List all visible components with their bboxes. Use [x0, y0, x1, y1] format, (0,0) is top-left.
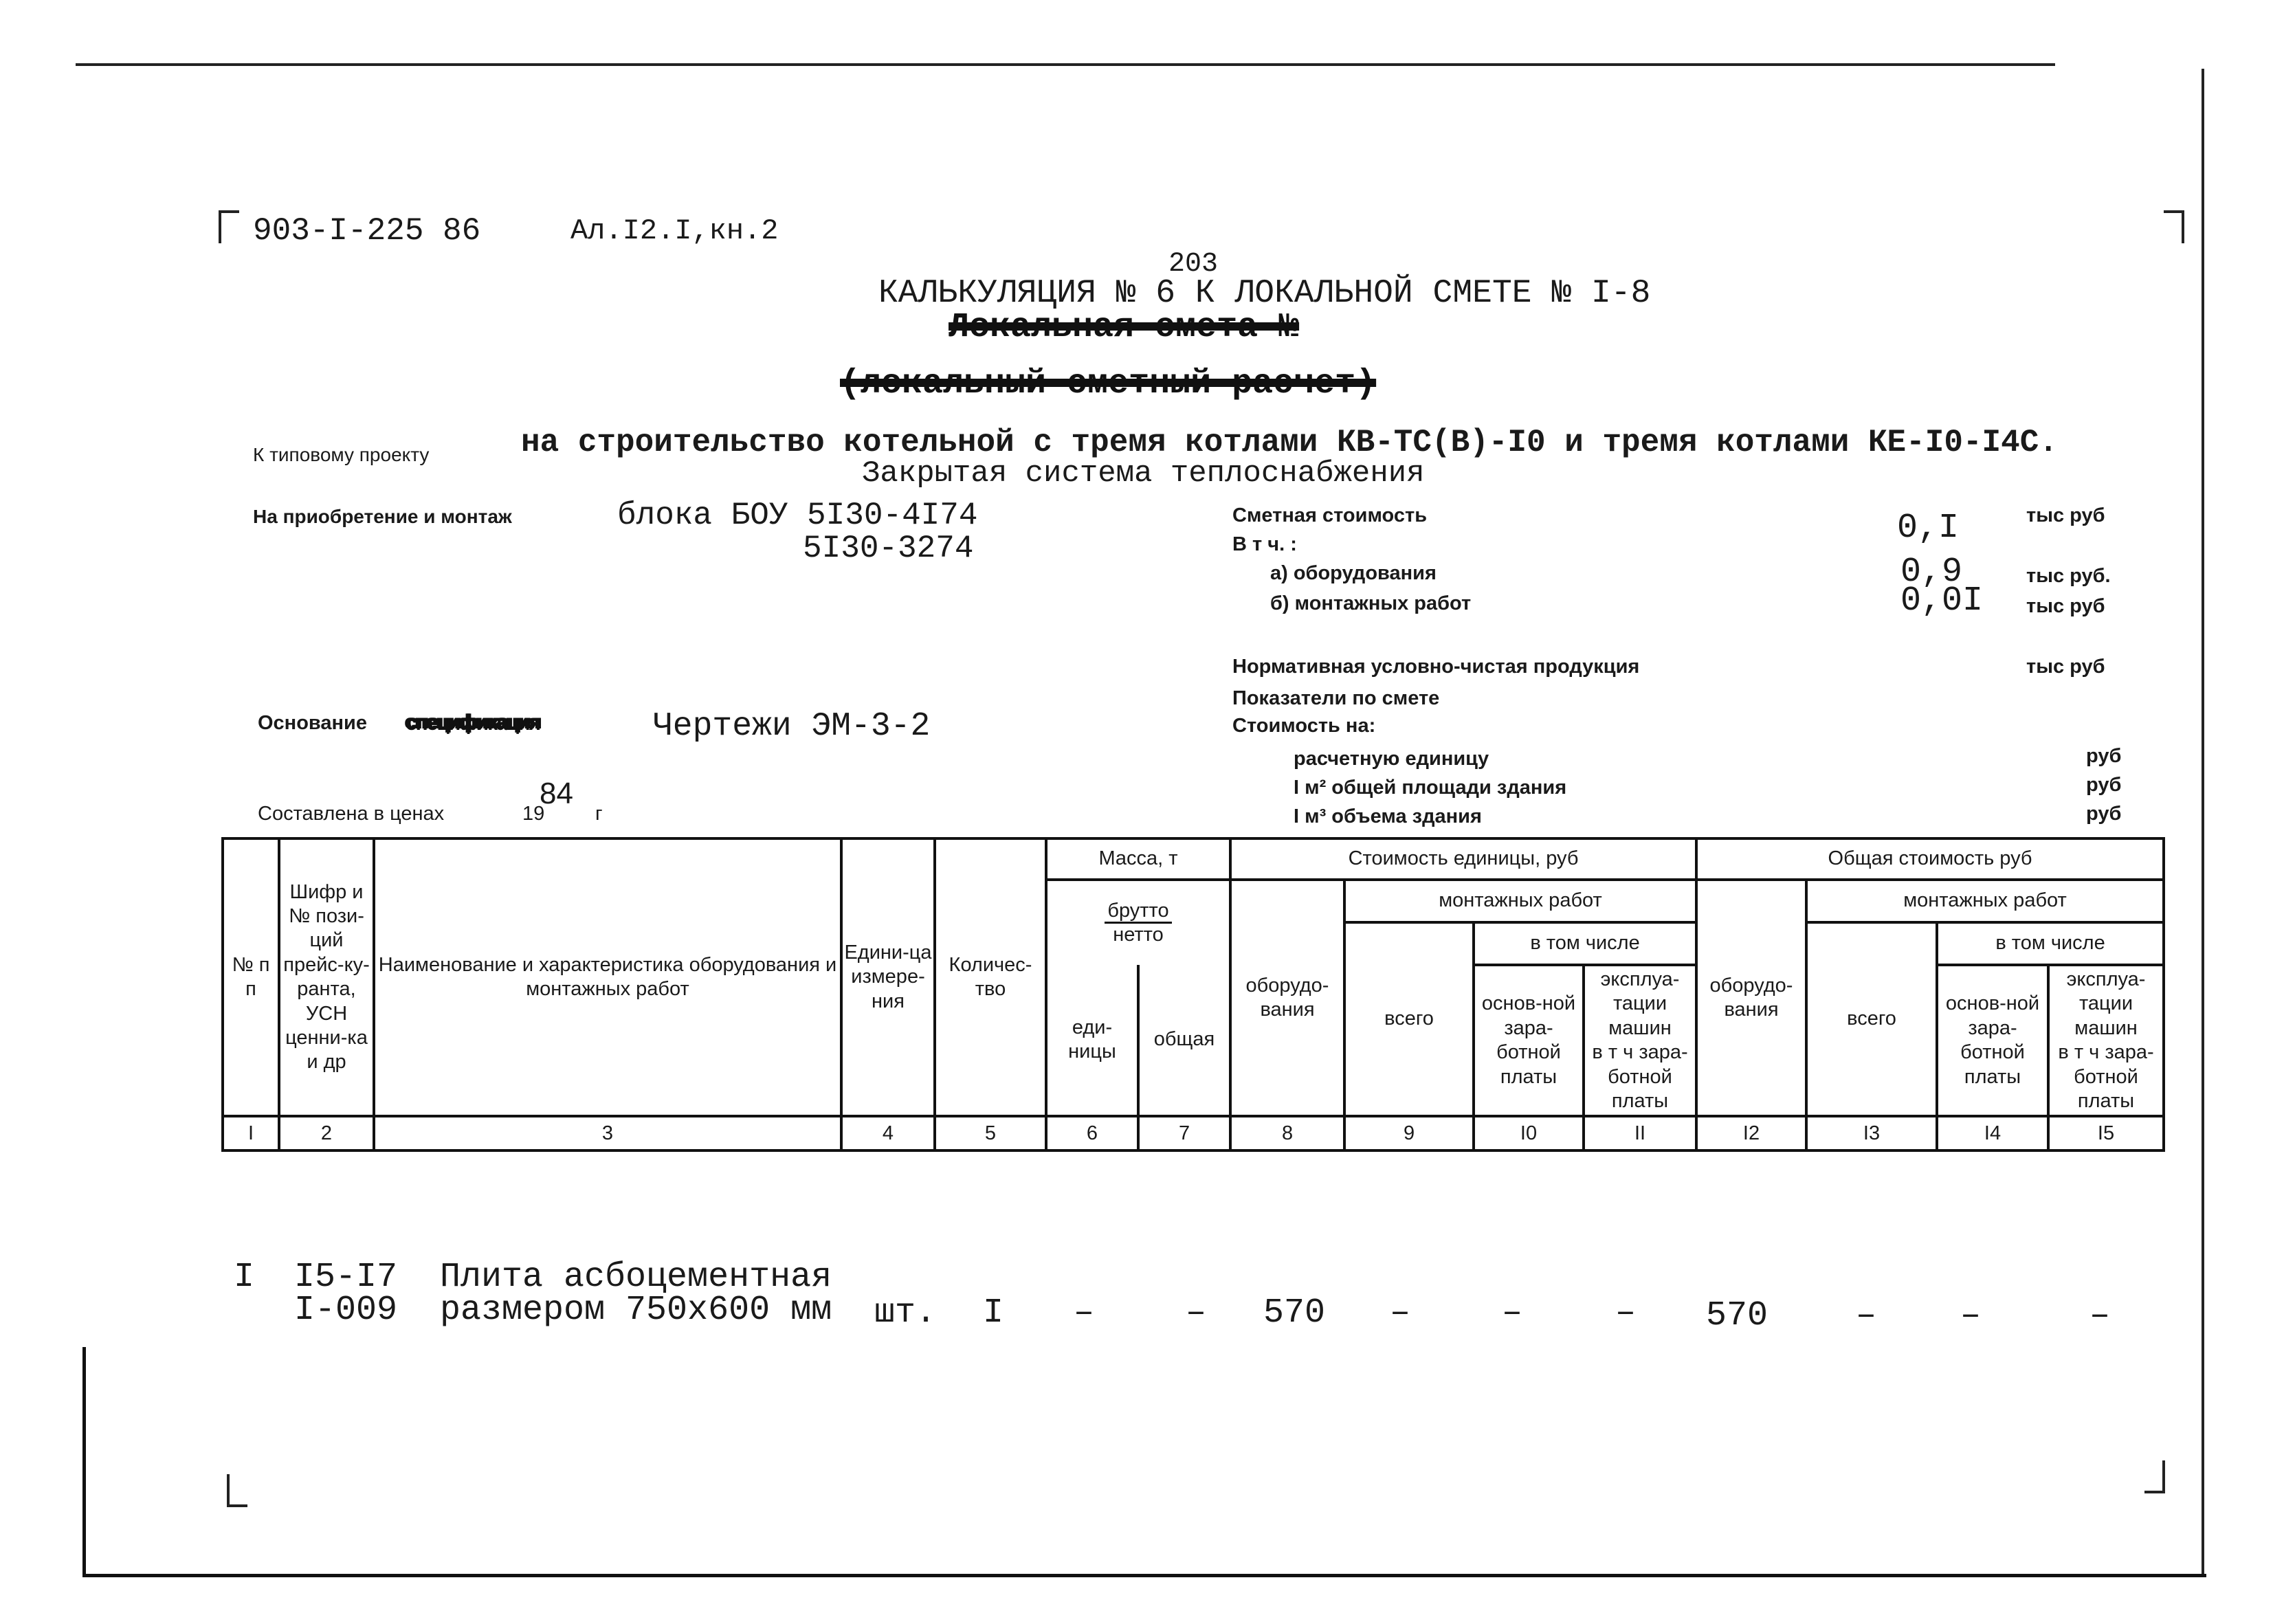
estimate-table: [221, 837, 2165, 1152]
column-number: 7: [1138, 1116, 1230, 1150]
project-label: К типовому проекту: [253, 444, 430, 465]
header-total-equipment: оборудо-вания: [1696, 880, 1806, 1116]
corner-mark-top-left: [219, 210, 239, 243]
header-name: Наименование и характеристика оборудования и монтажных работ: [374, 838, 841, 1116]
column-number-row: [223, 1116, 2164, 1150]
header-unit-machine-op: эксплуа-тации машин: [1600, 968, 1680, 1039]
header-unit-installation: монтажных работ: [1344, 880, 1696, 922]
column-number: 8: [1230, 1116, 1344, 1150]
purchase-label: На приобретение и монтаж: [253, 506, 512, 527]
header-unit-equipment: оборудо-вания: [1230, 880, 1344, 1116]
header-mass-unit: еди-ницы: [1046, 965, 1138, 1116]
header-mass-brutto: брутто: [1105, 900, 1171, 924]
header-code: Шифр и № пози-ций прейс-ку-ранта, УСН ценни-ка и др: [279, 838, 374, 1116]
estimated-cost-label: Сметная стоимость: [1232, 504, 1428, 526]
header-unit: Едини-ца измере-ния: [841, 838, 935, 1116]
row-total-equipment: 570: [1706, 1296, 1768, 1335]
column-number: I2: [1696, 1116, 1806, 1150]
per-unit-label: расчетную единицу: [1294, 748, 1489, 770]
row-mass-total: –: [1186, 1293, 1207, 1333]
row-total-base-wage: –: [1960, 1296, 1982, 1335]
purchase-value-line1: блока БОУ 5I30-4I74: [617, 498, 978, 533]
struck-subtitle: (локальный сметный расчет): [840, 364, 1377, 403]
per-m2-unit: руб: [2086, 774, 2122, 796]
row-total-machine: –: [2089, 1296, 2111, 1335]
column-number: I3: [1806, 1116, 1937, 1150]
calc-title: КАЛЬКУЛЯЦИЯ № 6 К ЛОКАЛЬНОЙ СМЕТЕ № I-8: [878, 275, 1651, 312]
per-m3-unit: руб: [2086, 803, 2122, 825]
header-total-cost: Общая стоимость руб: [1696, 838, 2164, 880]
doc-code: 903-I-225 86: [253, 213, 481, 249]
estimated-cost-unit: тыс руб: [2026, 504, 2105, 526]
header-num: № п п: [223, 838, 279, 1116]
column-number: I5: [2048, 1116, 2164, 1150]
prices-year: 84: [540, 777, 573, 810]
column-number: I: [223, 1116, 279, 1150]
installation-value: 0,0I: [1900, 581, 1984, 621]
header-unit-including: в том числе: [1474, 922, 1696, 965]
prices-suffix: г: [595, 803, 603, 825]
net-production-unit: тыс руб: [2026, 656, 2105, 678]
header-total-including: в том числе: [1937, 922, 2164, 965]
page-number: 203: [1168, 249, 1219, 280]
equipment-unit: тыс руб.: [2026, 565, 2111, 587]
header-mass-total: общая: [1138, 965, 1230, 1116]
header-mass-fraction: [1046, 880, 1230, 965]
row-unit-equipment: 570: [1263, 1293, 1326, 1333]
column-number: 3: [374, 1116, 841, 1150]
header-total-machine-op: эксплуа-тации машин: [2066, 968, 2146, 1039]
corner-mark-bottom-left: [227, 1474, 247, 1507]
frame-left-line: [82, 1347, 86, 1574]
frame-right-line: [2202, 69, 2204, 1574]
header-qty: Количес-тво: [935, 838, 1046, 1116]
corner-mark-top-right: [2164, 210, 2184, 243]
header-total-install-total: всего: [1806, 922, 1937, 1116]
header-total-installation: монтажных работ: [1806, 880, 2164, 922]
row-unit-install-total: –: [1390, 1293, 1411, 1333]
header-unit-incl-wage: в т ч зара-ботной платы: [1592, 1041, 1688, 1112]
column-number: I4: [1937, 1116, 2048, 1150]
row-mass-unit: –: [1074, 1293, 1095, 1333]
row-unit: шт.: [874, 1293, 937, 1333]
prices-prefix: 19: [522, 803, 545, 825]
per-unit-unit: руб: [2086, 745, 2122, 767]
row-code-line2: I-009: [294, 1291, 398, 1330]
header-mass-netto: нетто: [1113, 924, 1164, 946]
prices-label: Составлена в ценах: [258, 803, 445, 825]
row-code-line1: I5-I7: [294, 1258, 398, 1297]
column-number: 4: [841, 1116, 935, 1150]
struck-title: Локальная смета №: [949, 308, 1300, 347]
header-unit-cost: Стоимость единицы, руб: [1230, 838, 1696, 880]
header-total-machine: [2048, 965, 2164, 1116]
row-qty: I: [983, 1293, 1004, 1333]
row-name-line2: размером 750х600 мм: [440, 1291, 832, 1330]
project-line1: на строительство котельной с тремя котлами КВ-ТС(В)-I0 и тремя котлами КЕ-I0-I4С.: [521, 425, 2058, 460]
basis-label: Основание: [258, 712, 367, 734]
row-unit-base-wage: –: [1502, 1293, 1523, 1333]
row-num: I: [234, 1258, 255, 1297]
header-unit-base-wage: основ-ной зара-ботной платы: [1474, 965, 1584, 1116]
purchase-value-line2: 5I30-3274: [803, 531, 974, 566]
row-total-install: –: [1856, 1296, 1877, 1335]
column-number: 9: [1344, 1116, 1474, 1150]
installation-label: б) монтажных работ: [1270, 592, 1472, 614]
equipment-label: а) оборудования: [1270, 562, 1437, 584]
indicators-label: Показатели по смете: [1232, 687, 1440, 709]
corner-mark-bottom-right: [2144, 1460, 2165, 1493]
row-name-line1: Плита асбоцементная: [440, 1258, 832, 1297]
album-ref: Ал.I2.I,кн.2: [570, 214, 779, 247]
equipment-value: 0,9: [1900, 553, 1963, 592]
per-m2-label: I м² общей площади здания: [1294, 777, 1567, 799]
frame-top-line: [76, 63, 2055, 66]
column-number: 5: [935, 1116, 1046, 1150]
header-total-base-wage: основ-ной зара-ботной платы: [1937, 965, 2048, 1116]
column-number: I0: [1474, 1116, 1584, 1150]
column-number: 6: [1046, 1116, 1138, 1150]
header-unit-machine: [1584, 965, 1696, 1116]
row-unit-machine: –: [1615, 1293, 1637, 1333]
header-total-incl-wage: в т ч зара-ботной платы: [2058, 1041, 2154, 1112]
column-number: 2: [279, 1116, 374, 1150]
header-unit-install-total: всего: [1344, 922, 1474, 1116]
per-m3-label: I м³ объема здания: [1294, 805, 1482, 827]
frame-bottom-line: [82, 1574, 2206, 1577]
basis-struck-word: спецификация: [406, 711, 540, 733]
project-line2: Закрытая система теплоснабжения: [862, 456, 1425, 491]
including-label: В т ч. :: [1232, 533, 1297, 555]
column-number: II: [1584, 1116, 1696, 1150]
installation-unit: тыс руб: [2026, 595, 2105, 617]
basis-value: Чертежи ЭМ-3-2: [653, 708, 931, 745]
net-production-label: Нормативная условно-чистая продукция: [1232, 656, 1640, 678]
header-mass: Масса, т: [1046, 838, 1230, 880]
cost-per-label: Стоимость на:: [1232, 715, 1376, 737]
estimated-cost-value: 0,I: [1897, 509, 1960, 548]
